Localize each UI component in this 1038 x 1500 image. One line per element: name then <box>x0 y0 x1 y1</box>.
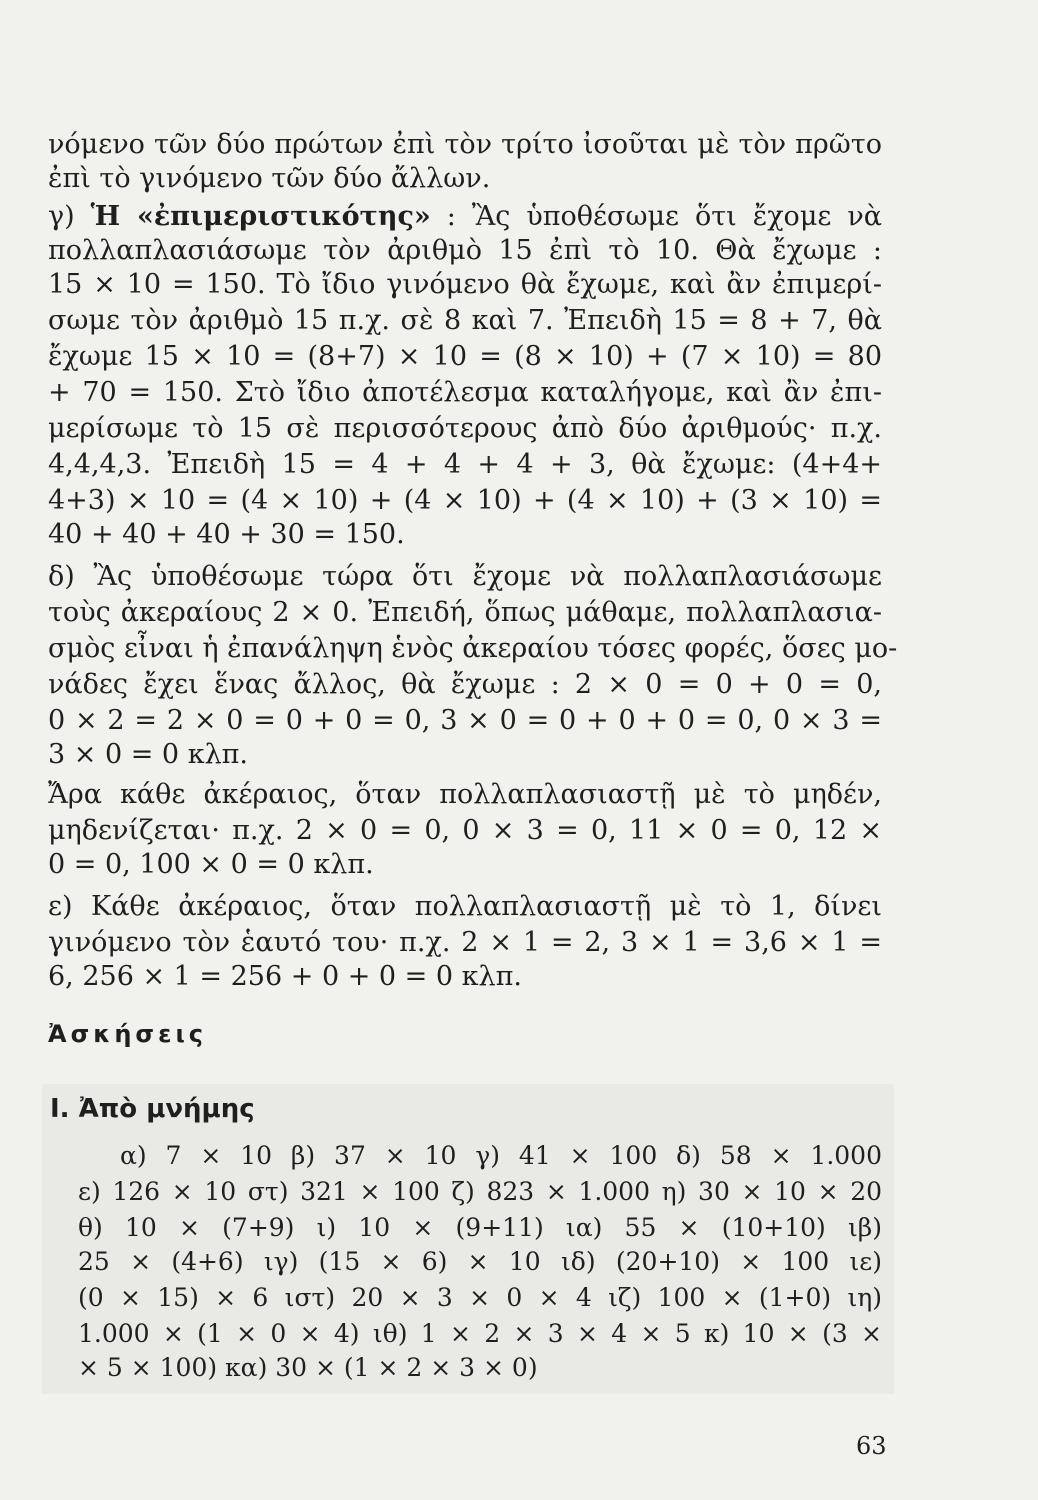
body-line: νάδες ἔχει ἕνας ἄλλος, θὰ ἔχωμε : 2 × 0 = 0 + 0 = 0, <box>48 669 882 700</box>
exercises-heading: Ἀσκήσεις <box>48 1020 208 1048</box>
body-line: 15 × 10 = 150. Τὸ ἴδιο γινόμενο θὰ ἔχωμε, καὶ ἂν ἐπιμερί- <box>48 269 882 300</box>
body-line: μερίσωμε τὸ 15 σὲ περισσότερους ἀπὸ δύο ἀριθμούς· π.χ. <box>48 413 882 444</box>
body-line: γινόμενο τὸν ἑαυτό του· π.χ. 2 × 1 = 2, 3 × 1 = 3,6 × 1 = <box>48 927 882 958</box>
body-line: ἐπὶ τὸ γινόμενο τῶν δύο ἄλλων. <box>48 163 491 194</box>
body-line: μηδενίζεται· π.χ. 2 × 0 = 0, 0 × 3 = 0, 11 × 0 = 0, 12 × <box>48 815 882 846</box>
section-title: Ι. Ἀπὸ μνήμης <box>50 1094 255 1124</box>
body-line: 4,4,4,3. Ἐπειδὴ 15 = 4 + 4 + 4 + 3, θὰ ἔχωμε: (4+4+ <box>48 449 882 480</box>
exercise-line: × 5 × 100) κα) 30 × (1 × 2 × 3 × 0) <box>78 1353 538 1382</box>
exercise-line: 25 × (4+6) ιγ) (15 × 6) × 10 ιδ) (20+10) × 100 ιε) <box>78 1247 882 1276</box>
body-line: 4+3) × 10 = (4 × 10) + (4 × 10) + (4 × 10) + (3 × 10) = <box>48 485 882 516</box>
body-line: 0 × 2 = 2 × 0 = 0 + 0 = 0, 3 × 0 = 0 + 0 + 0 = 0, 0 × 3 = <box>48 705 882 736</box>
body-line: Ἄρα κάθε ἀκέραιος, ὅταν πολλαπλασιαστῇ μὲ τὸ μηδέν, <box>48 779 882 810</box>
body-line: + 70 = 150. Στὸ ἴδιο ἀποτέλεσμα καταλήγομε, καὶ ἂν ἐπι- <box>48 377 882 408</box>
body-line: δ) Ἂς ὑποθέσωμε τώρα ὅτι ἔχομε νὰ πολλαπλασιάσωμε <box>48 561 882 592</box>
exercise-line: 1.000 × (1 × 0 × 4) ιθ) 1 × 2 × 3 × 4 × 5 κ) 10 × (3 × <box>78 1319 882 1348</box>
body-line: πολλαπλασιάσωμε τὸν ἀριθμὸ 15 ἐπὶ τὸ 10. Θὰ ἔχωμε : <box>48 235 882 266</box>
gamma-paragraph-start <box>48 200 882 234</box>
exercise-line: θ) 10 × (7+9) ι) 10 × (9+11) ια) 55 × (10+10) ιβ) <box>78 1213 882 1242</box>
body-line: ἔχωμε 15 × 10 = (8+7) × 10 = (8 × 10) + (7 × 10) = 80 <box>48 341 882 372</box>
body-line: σωμε τὸν ἀριθμὸ 15 π.χ. σὲ 8 καὶ 7. Ἐπειδὴ 15 = 8 + 7, θὰ <box>48 305 882 336</box>
body-line: 0 = 0, 100 × 0 = 0 κλπ. <box>48 849 374 880</box>
exercise-line: (0 × 15) × 6 ιστ) 20 × 3 × 0 × 4 ιζ) 100 × (1+0) ιη) <box>78 1283 882 1312</box>
body-line: 3 × 0 = 0 κλπ. <box>48 739 249 770</box>
exercise-line: α) 7 × 10 β) 37 × 10 γ) 41 × 100 δ) 58 × 1.000 <box>120 1141 882 1170</box>
gamma-rest: : Ἂς ὑποθέσωμε ὅτι ἔχομε νὰ <box>446 201 882 232</box>
gamma-bold-term: Ἡ «ἐπιμεριστικότης» <box>90 201 431 232</box>
gamma-label: γ) <box>48 201 75 232</box>
body-line: 40 + 40 + 40 + 30 = 150. <box>48 519 405 550</box>
body-line: ε) Κάθε ἀκέραιος, ὅταν πολλαπλασιαστῇ μὲ τὸ 1, δίνει <box>48 891 882 922</box>
body-line: τοὺς ἀκεραίους 2 × 0. Ἐπειδή, ὅπως μάθαμε, πολλαπλασια- <box>48 597 882 628</box>
exercise-line: ε) 126 × 10 στ) 321 × 100 ζ) 823 × 1.000 η) 30 × 10 × 20 <box>78 1177 882 1206</box>
page-number: 63 <box>856 1432 887 1460</box>
body-line: νόμενο τῶν δύο πρώτων ἐπὶ τὸν τρίτο ἰσοῦται μὲ τὸν πρῶτο <box>48 129 882 160</box>
body-line: 6, 256 × 1 = 256 + 0 + 0 = 0 κλπ. <box>48 961 522 992</box>
body-line: σμὸς εἶναι ἡ ἐπανάληψη ἑνὸς ἀκεραίου τόσες φορές, ὅσες μο- <box>48 633 898 664</box>
